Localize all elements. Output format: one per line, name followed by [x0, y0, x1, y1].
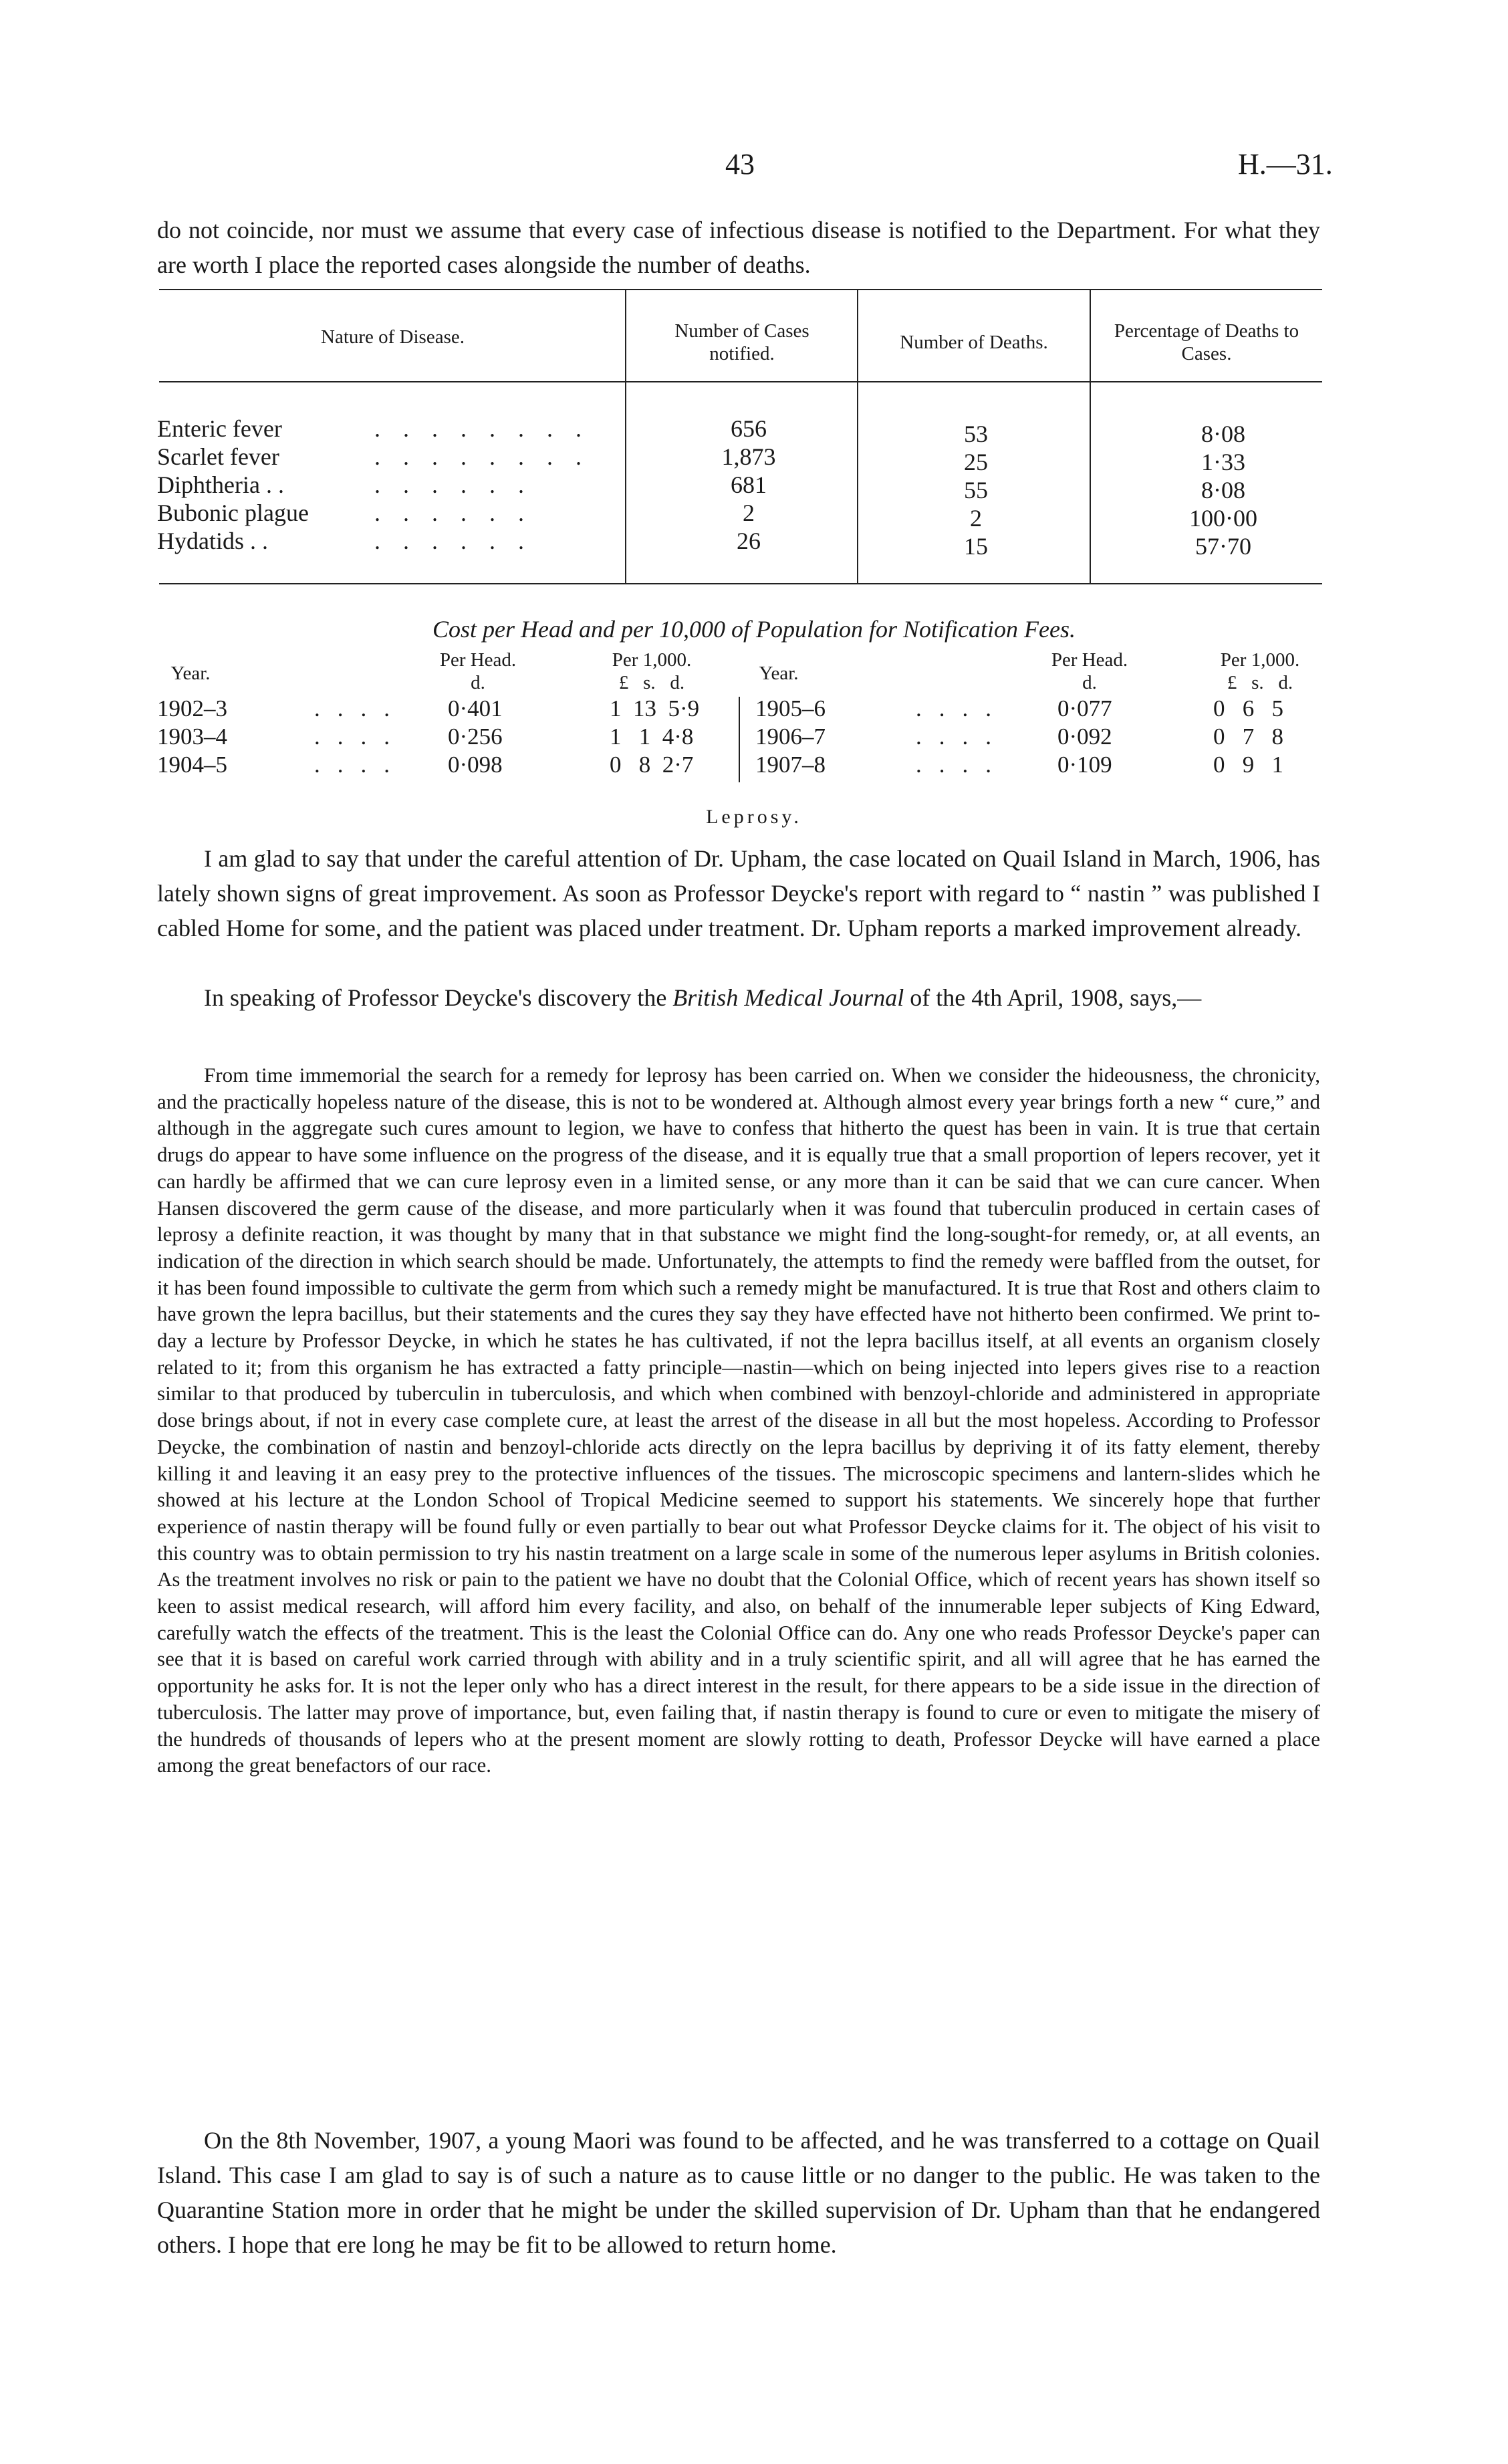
leader-dots: ....: [916, 723, 1009, 750]
leader-dots: ......: [374, 528, 547, 554]
year-value: 1906–7: [755, 723, 826, 750]
year-value: 1904–5: [157, 752, 227, 778]
year-value: 1905–6: [755, 695, 826, 721]
leprosy-paragraph-3: On the 8th November, 1907, a young Maori was found to be affected, and he was transferred to a cottage on Quail Island. This case I am glad to say is of such a nature as to cause little or no danger to the public. He was taken to the Quarantine Station more in order that he might be under the skilled supervision of Dr. Upham than that he endangered others. I hope that ere long he may be fit to be allowed to return home.: [157, 2127, 1320, 2258]
column-divider: [739, 697, 740, 782]
page-number: 43: [725, 148, 755, 181]
per-1000-value: 0 8 2·7: [610, 752, 694, 778]
leader-dots: ....: [314, 723, 407, 750]
column-divider: [625, 290, 626, 583]
deaths-value: 53: [964, 421, 988, 447]
per-1000-value: 0 9 1: [1213, 752, 1283, 778]
column-header-percentage: Percentage of Deaths to Cases.: [1114, 320, 1299, 364]
disease-name: Enteric fever: [157, 415, 282, 442]
per-1000-value: 0 6 5: [1213, 695, 1283, 721]
deaths-value: 55: [964, 477, 988, 503]
column-header-cases: Number of Cases notified.: [674, 320, 809, 364]
percentage-value: 8·08: [1201, 477, 1245, 503]
column-header-year: Year.: [170, 663, 211, 684]
table-bottom-rule: [159, 583, 1322, 584]
leprosy-paragraph-1: I am glad to say that under the careful attention of Dr. Upham, the case located on Quail Island in March, 1906, has lately shown signs of great improvement. As soon as Professor Deycke's report with regard to “ nastin ” was published I cabled Home for some, and the patient was placed under treatment. Dr. Upham reports a marked improvement already.: [157, 845, 1320, 941]
per-1000-units: £ s. d.: [618, 672, 685, 693]
paragraph-text: of the 4th April, 1908, says,—: [904, 984, 1202, 1011]
per-head-value: 0·098: [448, 752, 503, 778]
column-header-per-1000: Per 1,000.: [612, 649, 692, 671]
percentage-value: 57·70: [1195, 533, 1251, 560]
per-1000-value: 1 1 4·8: [610, 723, 694, 750]
leprosy-paragraph-2: [157, 980, 1320, 1015]
column-header-per-head: Per Head.: [1051, 649, 1128, 671]
column-header-year: Year.: [759, 663, 799, 684]
column-header-per-head: Per Head.: [439, 649, 517, 671]
per-head-unit: d.: [471, 672, 485, 693]
per-1000-value: 1 13 5·9: [610, 695, 700, 721]
deaths-value: 2: [970, 505, 982, 532]
disease-name: Scarlet fever: [157, 443, 279, 470]
percentage-value: 8·08: [1201, 421, 1245, 447]
column-header-disease: Nature of Disease.: [321, 326, 465, 348]
per-1000-value: 0 7 8: [1213, 723, 1283, 750]
per-head-value: 0·077: [1057, 695, 1112, 721]
intro-paragraph: do not coincide, nor must we assume that every case of infectious disease is notified to the Department. For what they are worth I place the reported cases alongside the number of deaths.: [157, 217, 1320, 278]
cases-value: 2: [743, 499, 755, 526]
per-head-value: 0·092: [1057, 723, 1112, 750]
disease-name: Hydatids . .: [157, 528, 268, 554]
disease-name: Diphtheria . .: [157, 471, 284, 498]
column-divider: [1090, 290, 1091, 583]
leader-dots: ........: [374, 415, 604, 442]
paragraph-text: In speaking of Professor Deycke's discovery the: [204, 984, 673, 1011]
table-header-rule: [159, 381, 1322, 382]
leader-dots: ....: [916, 752, 1009, 778]
deaths-value: 25: [964, 449, 988, 475]
per-head-value: 0·109: [1057, 752, 1112, 778]
cost-table-title: Cost per Head and per 10,000 of Population for Notification Fees.: [432, 616, 1076, 643]
year-value: 1907–8: [755, 752, 826, 778]
leader-dots: ......: [374, 471, 547, 498]
section-heading: Leprosy.: [706, 806, 802, 828]
per-head-value: 0·256: [448, 723, 503, 750]
deaths-value: 15: [964, 533, 988, 560]
per-1000-units: £ s. d.: [1227, 672, 1293, 693]
cases-value: 1,873: [721, 443, 776, 470]
leader-dots: ......: [374, 499, 547, 526]
column-header-per-1000: Per 1,000.: [1220, 649, 1300, 671]
journal-quote: From time immemorial the search for a remedy for leprosy has been carried on. When we consider the hideousness, the chronicity, and the practically hopeless nature of the disease, this is not to be wondered at. Although almost every year brings forth a new “ cure,” and although in the aggregate such cures amount to legion, we have to confess that hitherto the quest has been in vain. It is true that certain drugs do appear to have some influence on the progress of the disease, and it is equally true that a small proportion of lepers recover, yet it can hardly be affirmed that we can cure leprosy even in a limited sense, or any more than it can be said that we can cure cancer. When Hansen discovered the germ cause of the disease, and more particularly when it was found that tuberculin produced in certain cases of leprosy a definite reaction, it was thought by many that in that substance we might find the long-sought-for remedy, or, at all events, an indication of the direction in which search should be made. Unfortunately, the attempts to find the remedy were baffled from the outset, for it has been found impossible to cultivate the germ from which such a remedy might be manufactured. It is true that Rost and others claim to have grown the lepra bacillus, but their statements and the cures they say they have effected have not hitherto been confirmed. We print to-day a lecture by Professor Deycke, in which he states he has cultivated, if not the lepra bacillus itself, at all events an organism closely related to it; from this organism he has extracted a fatty principle—nastin—which on being injected into lepers gives rise to a reaction similar to that produced by tuberculin in tuberculosis, and which when combined with benzoyl-chloride and administered in appropriate dose brings about, if not in every case complete cure, at least the arrest of the disease in all but the most hopeless. According to Professor Deycke, the combination of nastin and benzoyl-chloride acts directly on the lepra bacillus by depriving it of its fatty element, thereby killing it and leaving it an easy prey to the protective influences of the tissues. The microscopic specimens and lantern-slides which he showed at his lecture at the London School of Tropical Medicine seemed to support his statements. We sincerely hope that further experience of nastin therapy will be found fully or even partially to bear out what Professor Deycke claims for it. The object of his visit to this country was to obtain permission to try his nastin treatment on a large scale in some of the numerous leper asylums in British colonies. As the treatment involves no risk or pain to the patient we have no doubt that the Colonial Office, which of recent years has shown itself so keen to assist medical research, will afford him every facility, and also, on behalf of the innumerable leper subjects of King Edward, carefully watch the effects of the treatment. This is the least the Colonial Office can do. Any one who reads Professor Deycke's paper can see that it is based on careful work carried through with ability and in a truly scientific spirit, and all will agree that he has earned the opportunity he asks for. It is not the leper only who has a direct interest in the result, for there appears to be a side issue in the direction of tuberculosis. The latter may prove of importance, but, even failing that, if nastin therapy is found to cure or even to mitigate the misery of the hundreds of thousands of lepers who at the present moment are slowly rotting to death, Professor Deycke will have earned a place among the great benefactors of our race.: [157, 1063, 1320, 1777]
column-header-deaths: Number of Deaths.: [900, 332, 1048, 353]
leader-dots: ....: [314, 752, 407, 778]
disease-name: Bubonic plague: [157, 499, 309, 526]
year-value: 1903–4: [157, 723, 227, 750]
leader-dots: ....: [314, 695, 407, 721]
cases-value: 656: [731, 415, 767, 442]
per-head-unit: d.: [1082, 672, 1097, 693]
percentage-value: 100·00: [1189, 505, 1257, 532]
per-head-value: 0·401: [448, 695, 503, 721]
journal-title: British Medical Journal: [672, 984, 904, 1011]
document-reference: H.—31.: [1238, 148, 1333, 181]
table-top-rule: [159, 289, 1322, 290]
cases-value: 681: [731, 471, 767, 498]
percentage-value: 1·33: [1201, 449, 1245, 475]
leader-dots: ........: [374, 443, 604, 470]
leader-dots: ....: [916, 695, 1009, 721]
cases-value: 26: [737, 528, 761, 554]
year-value: 1902–3: [157, 695, 227, 721]
